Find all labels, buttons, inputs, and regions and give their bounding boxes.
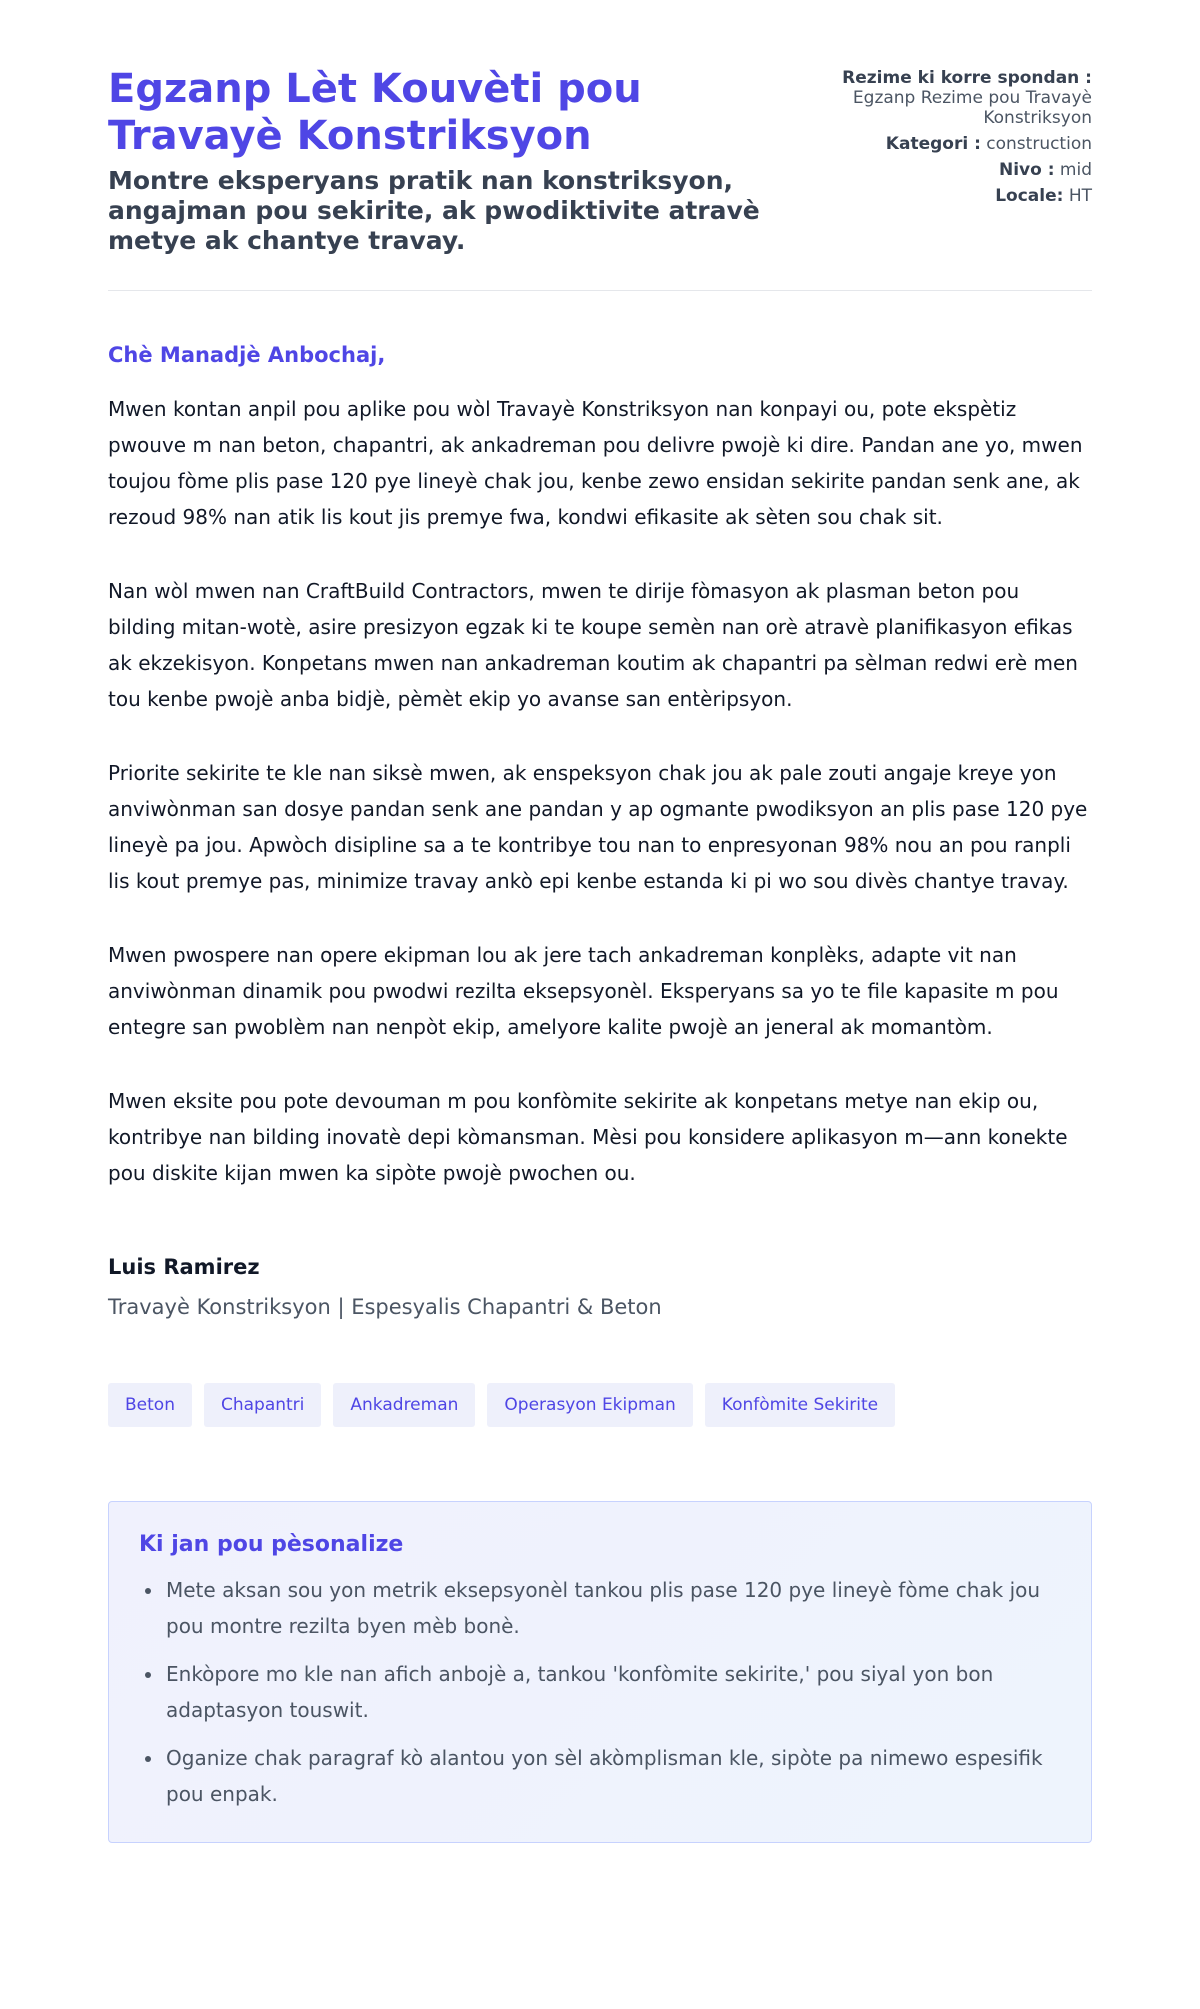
page-subtitle: Montre eksperyans pratik nan konstriksyon, angajman pou sekirite, ak pwodiktivite atravè metye ak chantye travay. — [108, 166, 760, 255]
tips-list — [139, 1572, 1061, 1812]
meta-locale-value: HT — [1068, 186, 1092, 206]
letter-paragraph: Mwen eksite pou pote devouman m pou konfòmite sekirite ak konpetans metye nan ekip ou, kontribye nan bilding inovatè depi kòmansman. Mèsi pou konsidere aplikasyon m—ann konekte pou diskite kijan mwen ka sipòte pwojè pwochen ou. — [108, 1089, 1068, 1185]
tip-item: • Mete aksan sou yon metrik eksepsyonèl tankou plis pase 120 pye lineyè fòme chak jou pou montre rezilta byen mèb bonè. — [164, 1572, 1061, 1644]
document-meta — [804, 66, 1092, 212]
page-title: Egzanp Lèt Kouvèti pou Travayè Konstriksyon — [108, 66, 642, 159]
letter-paragraph: Mwen kontan anpil pou aplike pou wòl Travayè Konstriksyon nan konpayi ou, pote ekspètiz pwouve m nan beton, chapantri, ak ankadreman pou delivre pwojè ki dire. Pandan ane yo, mwen toujou fòme plis pase 120 pye lineyè chak jou, kenbe zewo ensidan sekirite pandan senk ane, ak rezoud 98% nan atik lis kout jis premye fwa, kondwi efikasite ak sèten sou chak sit. — [108, 397, 1083, 529]
document-header — [108, 66, 1092, 291]
skill-tag: Ankadreman — [333, 1383, 475, 1427]
meta-category-label: Kategori : — [885, 134, 981, 154]
meta-resume — [804, 68, 1092, 88]
signature-block — [108, 1253, 1092, 1321]
meta-level — [804, 160, 1092, 180]
meta-level-value: mid — [1059, 160, 1092, 180]
skill-tag: Konfòmite Sekirite — [705, 1383, 895, 1427]
meta-locale — [804, 186, 1092, 206]
skill-tag: Chapantri — [204, 1383, 321, 1427]
meta-level-label: Nivo : — [998, 160, 1055, 180]
tips-title: Ki jan pou pèsonalize — [139, 1532, 404, 1557]
skill-tag: Operasyon Ekipman — [487, 1383, 692, 1427]
meta-category — [804, 134, 1092, 154]
skill-tags — [108, 1383, 1092, 1427]
meta-locale-label: Locale: — [995, 186, 1064, 206]
tip-item: • Enkòpore mo kle nan afich anbojè a, tankou 'konfòmite sekirite,' pou siyal yon bon adaptasyon touswit. — [164, 1656, 1061, 1728]
customization-tips-box — [108, 1501, 1092, 1843]
letter-paragraph: Mwen pwospere nan opere ekipman lou ak jere tach ankadreman konplèks, adapte vit nan anviwònman dinamik pou pwodwi rezilta eksepsyonèl. Eksperyans sa yo te file kapasite m pou entegre san pwoblèm nan nenpòt ekip, amelyore kalite pwojè an jeneral ak momantòm. — [108, 943, 1059, 1039]
meta-resume-value[interactable]: Egzanp Rezime pou Travayè Konstriksyon — [852, 88, 1092, 128]
signature-role: Travayè Konstriksyon | Espesyalis Chapantri & Beton — [108, 1295, 662, 1319]
salutation: Chè Manadjè Anbochaj, — [108, 343, 386, 367]
skill-tag: Beton — [108, 1383, 192, 1427]
meta-resume-label: Rezime ki korre spondan : — [842, 68, 1092, 88]
meta-category-value: construction — [986, 134, 1092, 154]
letter-paragraph: Nan wòl mwen nan CraftBuild Contractors, mwen te dirije fòmasyon ak plasman beton pou bilding mitan-wotè, asire presizyon egzak ki te koupe semèn nan orè atravè planifikasyon efikas ak ekzekisyon. Konpetans mwen nan ankadreman koutim ak chapantri pa sèlman redwi erè men tou kenbe pwojè anba bidjè, pèmèt ekip yo avanse san entèripsyon. — [108, 579, 1078, 711]
letter-body — [108, 341, 1092, 1321]
header-title-block — [108, 66, 804, 256]
letter-paragraph: Priorite sekirite te kle nan siksè mwen, ak enspeksyon chak jou ak pale zouti angaje kreye yon anviwònman san dosye pandan senk ane pandan y ap ogmante pwodiksyon an plis pase 120 pye lineyè pa jou. Apwòch disipline sa a te kontribye tou nan to enpresyonan 98% nou an pou ranpli lis kout premye pas, minimize travay ankò epi kenbe estanda ki pi wo sou divès chantye travay. — [108, 761, 1088, 893]
signature-name: Luis Ramirez — [108, 1255, 260, 1279]
tip-item: • Oganize chak paragraf kò alantou yon sèl akòmplisman kle, sipòte pa nimewo espesifik pou enpak. — [164, 1740, 1061, 1812]
